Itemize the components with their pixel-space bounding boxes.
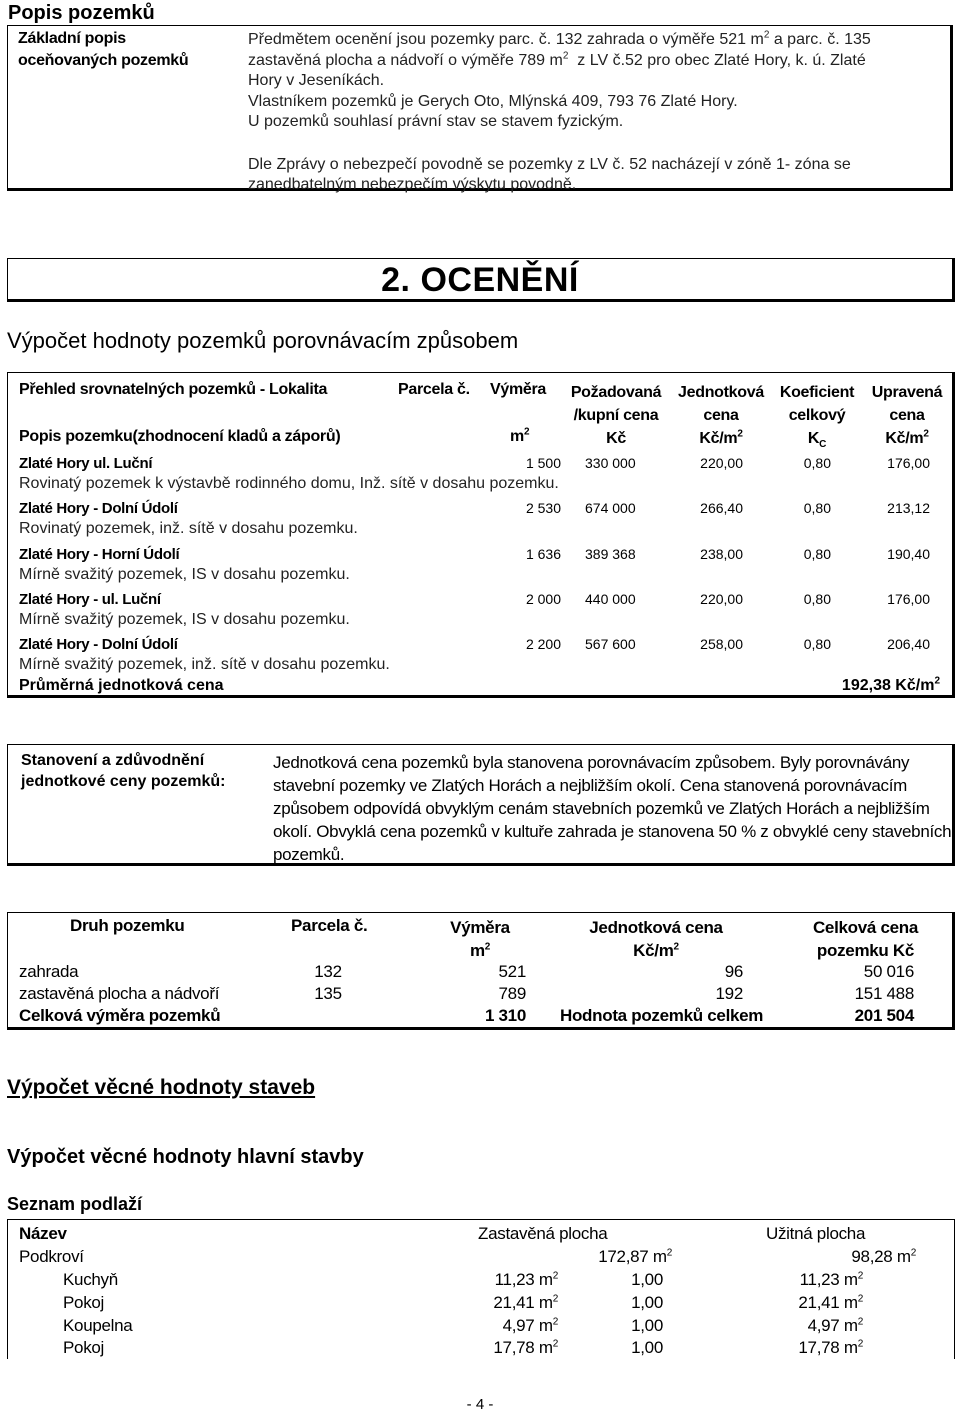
- stanoveni-box: [7, 744, 955, 866]
- page-number: - 4 -: [466, 1396, 494, 1413]
- table-row: Kuchyň 11,23 $m^2$ 1,00 11,23 $m^2$: [63, 1270, 863, 1289]
- popis-label-1: Základní popis: [18, 30, 126, 47]
- col-jedn-header: Jednotková cena $Kč/m^2$: [678, 384, 764, 447]
- avg-label: Průměrná jednotková cena: [19, 677, 224, 694]
- table-row: zastavěná plocha a nádvoří 135 789 192 151 488: [19, 984, 914, 1003]
- uzit-header: Užitná plocha: [766, 1224, 866, 1243]
- table-row: zahrada 132 521 96 50 016: [19, 962, 914, 981]
- popis-line-3: Hory v Jeseníkách.: [248, 72, 385, 89]
- stavby-heading: Výpočet věcné hodnoty staveb: [7, 1076, 316, 1099]
- stanoveni-label-2: jednotkové ceny pozemků:: [21, 773, 226, 790]
- col-pozad-header: Požadovaná /kupní cena Kč: [570, 384, 662, 447]
- hlavni-stavba-heading: Výpočet věcné hodnoty hlavní stavby: [7, 1146, 364, 1168]
- stanoveni-label-1: Stanovení a zdůvodnění: [21, 752, 205, 769]
- col-upr-header: Upravená cena $Kč/m^2$: [871, 384, 943, 447]
- popis-line-5: U pozemků souhlasí právní stav se stavem fyzickým.: [248, 113, 624, 130]
- prehled-table: [7, 372, 955, 698]
- avg-value: 192,38 $Kč/m^2$: [841, 675, 940, 694]
- section-heading-popis: Popis pozemků: [8, 2, 155, 24]
- popis-line-1: Předmětem ocenění jsou pozemky parc. č. 132 zahrada o výměře 521 m: [248, 31, 764, 48]
- table-row: Koupelna 4,97 $m^2$ 1,00 4,97 $m^2$: [63, 1316, 863, 1335]
- col-parcela-header: Parcela č.: [398, 381, 470, 398]
- table-row: Zlaté Hory - Dolní Údolí Mírně svažitý pozemek, inž. sítě v dosahu pozemku. 2 200 567 600 258,00 0,80 206,40: [19, 636, 930, 673]
- table-row: Zlaté Hory ul. Luční Rovinatý pozemek k výstavbě rodinného domu, Inž. sítě v dosahu pozemku. 1 500 330 000 220,00 0,80 176,00: [19, 455, 930, 492]
- prehled-head-1: Přehled srovnatelných pozemků - Lokalita: [19, 381, 328, 398]
- table-row: Pokoj 17,78 $m^2$ 1,00 17,78 $m^2$: [63, 1338, 863, 1357]
- zast-header: Zastavěná plocha: [478, 1224, 608, 1243]
- popis-line-7: zanedbatelným nebezpečím výskytu povodně.: [248, 176, 577, 193]
- oceneni-box: [7, 258, 955, 302]
- popis-text: Předmětem ocenění jsou pozemky parc. č. 132 zahrada o výměře 521 $m^2$ a parc. č. 135 zastavěná plocha a nádvoří o výměře 789 $m^2$ z LV č.52 pro obec Zlaté Hory, k. ú. Zlaté Hory v Jeseníkách. Vlastníkem pozemků je Gerych Oto, Mlýnská 409, 793 76 Zlaté Hory. U pozemků souhlasí právní stav se stavem fyzickým. Dle Zprávy o nebezpečí povodně se pozemky z LV č. 52 nacházejí v zóně 1- zóna se zanedbatelným nebezpečím výskytu povodně.: [248, 30, 871, 196]
- popis-box: [7, 25, 953, 191]
- oceneni-title: 2. OCENĚNÍ: [381, 261, 579, 299]
- popis-line-4: Vlastníkem pozemků je Gerych Oto, Mlýnská 409, 793 76 Zlaté Hory.: [248, 92, 738, 110]
- druh-header: Druh pozemku: [70, 916, 185, 935]
- average-row: [8, 677, 952, 697]
- nazev-header: Název: [19, 1224, 67, 1243]
- vymera-header: Výměra $m^2$: [450, 918, 510, 960]
- druh-table: [7, 912, 955, 1030]
- total-row: Celková výměra pozemků 1 310 Hodnota pozemků celkem 201 504: [19, 1006, 914, 1025]
- prehled-head-2: Popis pozemku(zhodnocení kladů a záporů): [19, 428, 341, 445]
- popis-line-6: Dle Zprávy o nebezpečí povodně se pozemky z LV č. 52 nacházejí v zóně 1- zóna se: [248, 155, 851, 173]
- parcela-header: Parcela č.: [291, 916, 368, 935]
- col-vymera-header: Výměra: [490, 381, 547, 398]
- celk-header: Celková cena pozemku Kč: [812, 918, 919, 960]
- oceneni-subtitle: Výpočet hodnoty pozemků porovnávacím způsobem: [7, 328, 519, 353]
- jedn-header: Jednotková cena $Kč/m^2$: [589, 918, 723, 960]
- popis-label-2: oceňovaných pozemků: [18, 52, 189, 69]
- col-vymera-unit: $m^2$: [510, 426, 530, 445]
- table-row: Pokoj 21,41 $m^2$ 1,00 21,41 $m^2$: [63, 1293, 863, 1312]
- table-row: Zlaté Hory - Horní Údolí Mírně svažitý pozemek, IS v dosahu pozemku. 1 636 389 368 238,00 0,80 190,40: [19, 546, 930, 583]
- podlazi-heading: Seznam podlaží: [7, 1194, 143, 1214]
- table-row: Zlaté Hory - ul. Luční Mírně svažitý pozemek, IS v dosahu pozemku. 2 000 440 000 220,00 0,80 176,00: [19, 591, 930, 628]
- popis-line-2: zastavěná plocha a nádvoří o výměře 789 m: [248, 51, 563, 69]
- stanoveni-text: Jednotková cena pozemků byla stanovena porovnávacím způsobem. Byly porovnávány stavební pozemky ve Zlatých Horách a nejbližším okolí. Cena stanovená porovnávacím způsobem odpovídá obvyklým cenám stavebních pozemků ve Zlatých Horách a nejbližším okolí. Obvyklá cena pozemků v kultuře zahrada je stanovena 50 % z obvyklé ceny stavebních pozemků.: [273, 753, 952, 864]
- table-row: Zlaté Hory - Dolní Údolí Rovinatý pozemek, inž. sítě v dosahu pozemku. 2 530 674 000 266,40 0,80 213,12: [19, 500, 930, 537]
- table-row: Podkroví 172,87 $m^2$ 98,28 $m^2$: [19, 1247, 916, 1266]
- podlazi-table: [7, 1219, 955, 1359]
- col-koef-header: Koeficient celkový $K_C$: [779, 384, 855, 451]
